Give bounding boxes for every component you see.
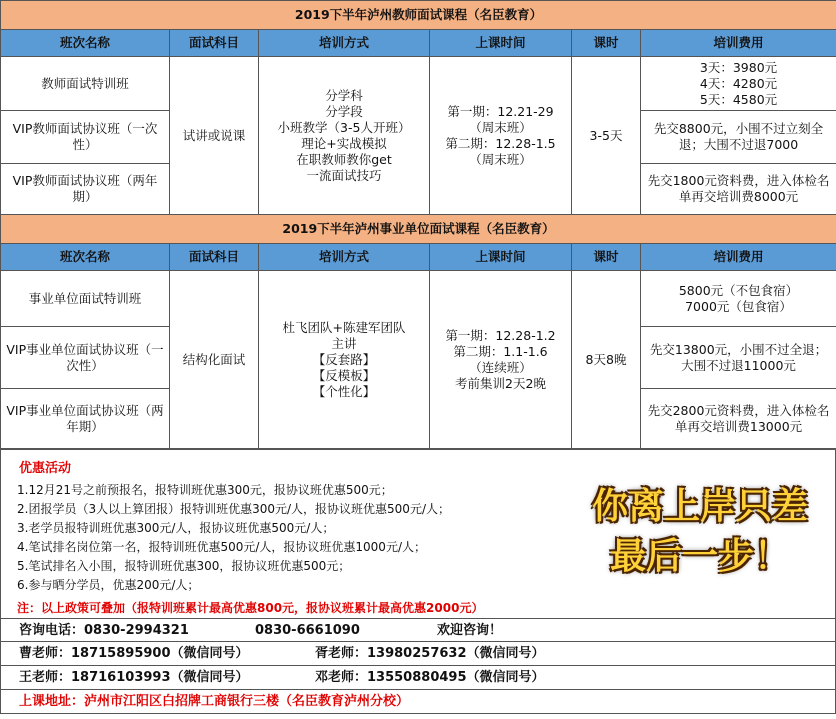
- method-line: 主讲: [331, 335, 357, 351]
- header-fee: 培训费用: [641, 244, 836, 271]
- class-name: VIP教师面试协议班（两年期）: [1, 164, 170, 215]
- address-row: [0, 690, 836, 714]
- header-fee: 培训费用: [641, 30, 836, 57]
- slogan-line: 你离上岸只差: [591, 486, 808, 527]
- fee-cell: 先交13800元，小围不过全退；大围不过退11000元: [641, 327, 836, 389]
- contact-phone-row: [0, 618, 836, 642]
- promo-list: [17, 481, 450, 595]
- header-hours: 课时: [572, 244, 641, 271]
- class-name: VIP教师面试协议班（一次性）: [1, 111, 170, 164]
- contact-teacher-row: [0, 642, 836, 666]
- class-name: VIP事业单位面试协议班（一次性）: [1, 327, 170, 389]
- promo-item: 1.12月21号之前预报名，报特训班优惠300元，报协议班优惠500元；: [17, 483, 393, 497]
- method-line: 【反套路】: [312, 351, 376, 367]
- fee-cell: 先交1800元资料费，进入体检名单再交培训费8000元: [641, 164, 836, 215]
- slogan-line: 最后一步！: [609, 536, 790, 577]
- schedule-line: （周末班）: [469, 151, 532, 167]
- promo-item: 4.笔试排名岗位第一名，报特训班优惠500元/人，报协议班优惠1000元/人；: [17, 540, 426, 554]
- class-name: VIP事业单位面试协议班（两年期）: [1, 389, 170, 449]
- address-text: 上课地址：泸州市江阳区白招牌工商银行三楼（名臣教育泸州分校）: [19, 694, 410, 709]
- schedule-line: 考前集训2天2晚: [455, 375, 546, 391]
- header-class-name: 班次名称: [1, 244, 170, 271]
- contact-teacher-row: [0, 666, 836, 690]
- promo-note: 注：以上政策可叠加（报特训班累计最高优惠800元，报协议班累计最高优惠2000元）: [17, 601, 484, 615]
- header-schedule: 上课时间: [430, 244, 572, 271]
- schedule-cell: [430, 57, 572, 215]
- schedule-line: 第一期：12.28-1.2: [445, 327, 556, 343]
- phone-secondary: 0830-6661090: [255, 623, 360, 638]
- class-name: 事业单位面试特训班: [1, 271, 170, 327]
- header-subject: 面试科目: [170, 30, 259, 57]
- schedule-line: （连续班）: [469, 359, 532, 375]
- method-line: 在职教师教你get: [296, 151, 392, 167]
- method-line: 分学科: [325, 87, 363, 103]
- slogan: [569, 482, 831, 582]
- fee-cell: [641, 57, 836, 111]
- hours-cell: 8天8晚: [572, 271, 641, 449]
- fee-cell: [641, 271, 836, 327]
- fee-line: 3天：3980元: [699, 59, 778, 75]
- schedule-line: 第二期：12.28-1.5: [445, 135, 556, 151]
- promotions-section: [0, 449, 836, 618]
- section2-title: 2019下半年泸州事业单位面试课程（名臣教育）: [1, 215, 836, 244]
- header-subject: 面试科目: [170, 244, 259, 271]
- fee-cell: 先交8800元，小围不过立刻全退；大围不过退7000: [641, 111, 836, 164]
- schedule-cell: [430, 271, 572, 449]
- welcome-text: 欢迎咨询！: [437, 623, 503, 638]
- header-class-name: 班次名称: [1, 30, 170, 57]
- method-line: 杜飞团队+陈建军团队: [282, 319, 406, 335]
- fee-line: 4天：4280元: [699, 75, 778, 91]
- method-line: 【个性化】: [312, 383, 376, 399]
- teacher-contact: 邓老师：13550880495（微信同号）: [315, 670, 545, 685]
- method-line: 小班教学（3-5人开班）: [277, 119, 411, 135]
- teacher-contact: 王老师：18716103993（微信同号）: [19, 670, 249, 685]
- method-line: 【反模板】: [312, 367, 376, 383]
- fee-line: 7000元（包食宿）: [685, 298, 792, 314]
- promo-item: 6.参与晒分学员，优惠200元/人；: [17, 578, 200, 592]
- header-schedule: 上课时间: [430, 30, 572, 57]
- method-line: 分学段: [325, 103, 363, 119]
- class-name: 教师面试特训班: [1, 57, 170, 111]
- promo-item: 2.团报学员（3人以上算团报）报特训班优惠300元/人，报协议班优惠500元/人；: [17, 502, 450, 516]
- method-cell: [259, 271, 430, 449]
- fee-cell: 先交2800元资料费，进入体检名单再交培训费13000元: [641, 389, 836, 449]
- promo-item: 3.老学员报特训班优惠300元/人，报协议班优惠500元/人；: [17, 521, 335, 535]
- method-line: 理论+实战模拟: [301, 135, 387, 151]
- section1-title: 2019下半年泸州教师面试课程（名臣教育）: [1, 1, 836, 30]
- subject-cell: 结构化面试: [170, 271, 259, 449]
- method-cell: [259, 57, 430, 215]
- teacher-contact: 曹老师：18715895900（微信同号）: [19, 646, 249, 661]
- header-hours: 课时: [572, 30, 641, 57]
- phone-primary: 咨询电话：0830-2994321: [19, 623, 189, 638]
- schedule-line: 第二期：1.1-1.6: [453, 343, 548, 359]
- schedule-line: （周末班）: [469, 119, 532, 135]
- fee-line: 5天：4580元: [699, 91, 778, 107]
- hours-cell: 3-5天: [572, 57, 641, 215]
- teacher-contact: 胥老师：13980257632（微信同号）: [315, 646, 545, 661]
- promo-title: 优惠活动: [19, 461, 72, 476]
- promo-item: 5.笔试排名入小围，报特训班优惠300，报协议班优惠500元；: [17, 559, 351, 573]
- fee-line: 5800元（不包食宿）: [678, 282, 799, 298]
- header-method: 培训方式: [259, 30, 430, 57]
- header-method: 培训方式: [259, 244, 430, 271]
- subject-cell: 试讲或说课: [170, 57, 259, 215]
- schedule-line: 第一期：12.21-29: [447, 103, 554, 119]
- method-line: 一流面试技巧: [306, 167, 382, 183]
